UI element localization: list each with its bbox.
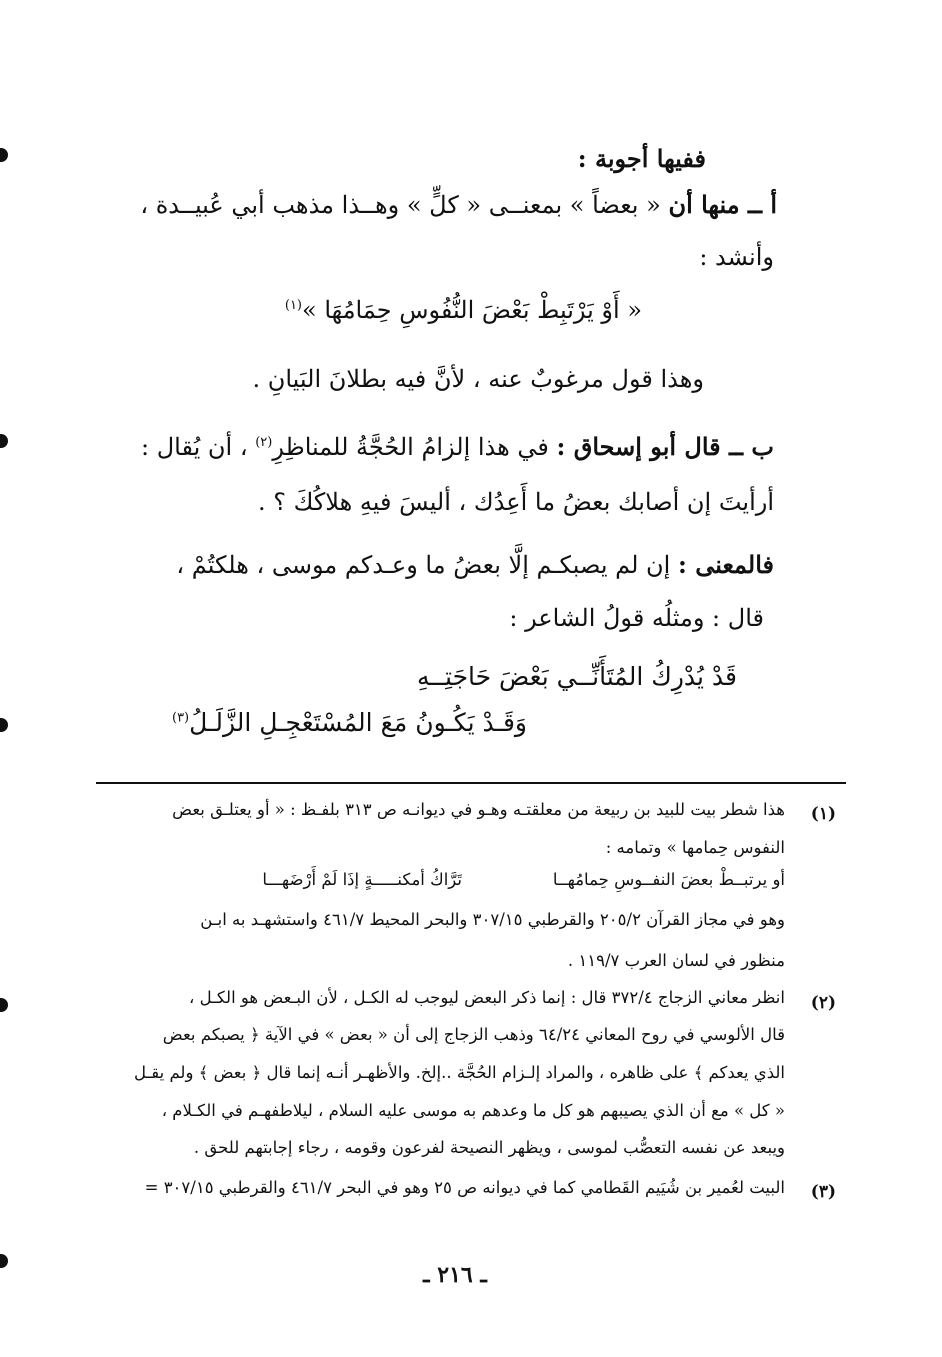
meaning-text: إن لم يصبكـم إلَّا بعضُ ما وعـدكم موسى ، هلكتُمْ ، xyxy=(176,551,671,579)
answer-b-line xyxy=(141,432,774,461)
meaning-label: فالمعنى : xyxy=(677,550,774,579)
footnote-line: « كل » مع أن الذي يصيبهم هو كل ما وعدهم به موسى عليه السلام ، ليلاطفهـم في الكـلام ، xyxy=(161,1101,785,1120)
quoted-hemistich xyxy=(285,296,642,324)
margin-mark xyxy=(0,434,8,448)
footnote-ref: (١) xyxy=(284,298,302,313)
section-heading: ففيها أجوبة : xyxy=(577,144,706,173)
text-line: قال : ومثلُه قولُ الشاعر : xyxy=(509,604,764,632)
footnote-number: (١) xyxy=(810,804,836,824)
page-number: ـ ٢١٦ ـ xyxy=(423,1262,487,1288)
verse-text: وَقَـدْ يَكُـونُ مَعَ المُسْتَعْجِـلِ الزَّلَـلُ xyxy=(189,708,527,737)
footnote-line: منظور في لسان العرب ١١٩/٧ . xyxy=(567,951,785,970)
footnote-line: النفوس حِمامها » وتمامه : xyxy=(605,838,785,857)
margin-mark xyxy=(0,148,8,162)
text-line: أرأيتَ إن أصابك بعضُ ما أَعِدُك ، أليسَ فيهِ هلاكُكَ ؟ . xyxy=(258,488,774,516)
margin-mark xyxy=(0,998,8,1012)
answer-b-end: ، أن يُقال : xyxy=(140,433,248,461)
answer-b-label: ب ــ قال أبو إسحاق : xyxy=(556,432,774,461)
footnote-verse-second: أو يرتبــطْ بعضَ النفــوسِ حِمامُهــا xyxy=(552,870,785,889)
hemistich-text: « أَوْ يَرْتَبِطْ بَعْضَ النُّفُوسِ حِمَامُهَا » xyxy=(302,296,642,324)
footnote-line: الذي يعدكم ﴾ على ظاهره ، والمراد إلـزام الحُجَّة ..إلخ. والأظهـر أنـه إنما قال ﴿ بعض ﴾ ولم يقـل xyxy=(133,1063,785,1082)
margin-mark xyxy=(0,1254,8,1268)
margin-mark xyxy=(0,718,8,732)
footnote-line: هذا شطر بيت للبيد بن ربيعة من معلقتـه وهـو في ديوانـه ص ٣١٣ بلفـظ : « أو يعتلـق بعض xyxy=(172,800,785,819)
footnote-line: ويبعد عن نفسه التعصُّب لموسى ، ويظهر النصيحة لفرعون وقومه ، رجاء إجابتهم للحق . xyxy=(193,1138,785,1157)
footnote-line: البيت لعُمير بن شُيَيم القَطامي كما في ديوانه ص ٢٥ وهو في البحر ٤٦١/٧ والقرطبي ٣٠٧/١٥ = xyxy=(144,1178,785,1197)
text-line: وهذا قول مرغوبٌ عنه ، لأنَّ فيه بطلانَ البَيانِ . xyxy=(252,365,704,393)
answer-b-text: في هذا إلزامُ الحُجَّةُ للمناظِرِ xyxy=(272,433,549,461)
footnote-line: انظر معاني الزجاج ٣٧٢/٤ قال : إنما ذكر البعض ليوجب له الكـل ، لأن البـعض هو الكـل ، xyxy=(189,988,785,1007)
footnote-ref: (٢) xyxy=(255,435,273,450)
answer-a-line xyxy=(140,190,777,219)
footnote-separator xyxy=(96,782,846,784)
footnote-ref: (٣) xyxy=(171,710,190,726)
footnote-verse-first: تَرَّاكُ أمكنـــــةٍ إذَا لَمْ أَرْضَهـــا xyxy=(262,870,462,889)
answer-a-label: أ ــ منها أن xyxy=(668,190,777,219)
answer-a-text: « بعضاً » بمعنــى « كلٍّ » وهــذا مذهب أبي عُبيــدة ، xyxy=(140,191,661,219)
verse-line-1: قَدْ يُدْرِكُ المُتَأَنِّــي بَعْضَ حَاجَتِــهِ xyxy=(416,662,737,691)
footnote-number: (٢) xyxy=(810,993,836,1013)
footnote-number: (٣) xyxy=(810,1182,836,1202)
text-line: وأنشد : xyxy=(699,243,774,271)
footnote-line: وهو في مجاز القرآن ٢٠٥/٢ والقرطبي ٣٠٧/١٥ والبحر المحيط ٤٦١/٧ واستشهـد به ابـن xyxy=(200,910,785,929)
footnote-line: قال الألوسي في روح المعاني ٦٤/٢٤ وذهب الزجاج إلى أن « بعض » في الآية ﴿ يصبكم بعض xyxy=(162,1025,785,1044)
meaning-line xyxy=(176,550,774,579)
verse-line-2 xyxy=(172,708,527,737)
